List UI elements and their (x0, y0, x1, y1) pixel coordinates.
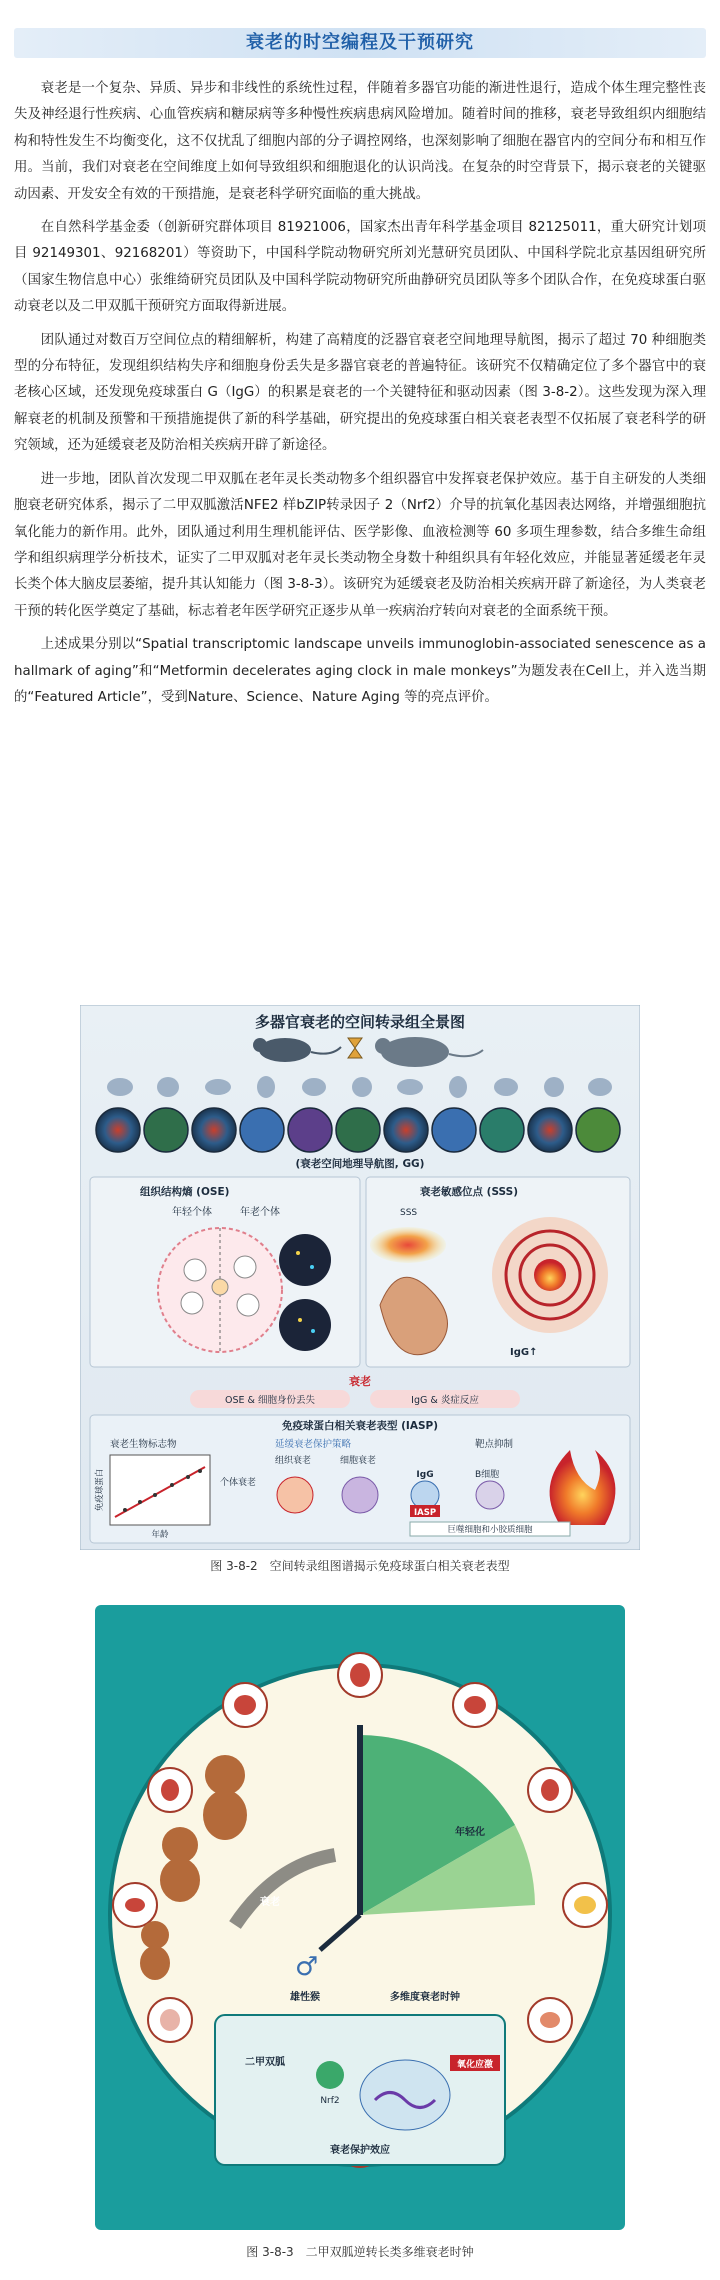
fig1-right-pill: IgG & 炎症反应 (411, 1395, 479, 1406)
fig1-title: 多器官衰老的空间转录组全景图 (254, 1013, 466, 1031)
spatial-map-circles (96, 1108, 620, 1152)
fig1-sss-title: 衰老敏感位点 (SSS) (420, 1186, 518, 1198)
fig1-igg-axis: 免疫球蛋白 (95, 1468, 105, 1512)
fig1-tissue-aging: 组织衰老 (275, 1456, 312, 1466)
paragraph-4: 进一步地，团队首次发现二甲双胍在老年灵长类动物多个组织器官中发挥衰老保护效应。基于自主研发的人类细胞衰老研究体系，揭示了二甲双胍激活NFE2 样bZIP转录因子 2（Nrf2）介导的抗氧化基因表达网络，并增强细胞抗氧化能力的新作用。此外，团队通过利用生理机能评估、医学影像、血液检测等 60 多项生理参数，结合多维生命组学和组织病理学分析技术，证实了二甲双胍对老年灵长类动物全身数十种组织具有年轻化效应，并能显著延缓老年灵长类个体大脑皮层萎缩，提升其认知能力（图 3-8-3）。该研究为延缓衰老及防治相关疾病开辟了新途径，为人类衰老干预的转化医学奠定了基础，标志着老年医学研究正逐步从单一疾病治疗转向对衰老的全面系统干预。 (14, 471, 706, 619)
article-title: 衰老的时空编程及干预研究 (246, 32, 474, 53)
biomarker-plot (110, 1455, 210, 1525)
fig1-macrophage: 巨噬细胞和小胶质细胞 (447, 1525, 533, 1535)
title-banner (14, 28, 706, 58)
figure-3-8-2 (80, 1005, 640, 1550)
fig1-aging-label: 衰老 (349, 1375, 371, 1388)
fig1-igg-up: IgG↑ (510, 1347, 538, 1358)
fig2-aging-label: 衰老 (260, 1897, 280, 1908)
fig2-ox-label: 氧化应激 (456, 2060, 494, 2070)
fig1-cell-aging: 细胞衰老 (340, 1456, 377, 1466)
fig1-age-axis: 年龄 (151, 1530, 169, 1540)
fig1-igg: IgG (416, 1470, 434, 1480)
fig1-individual-aging: 个体衰老 (220, 1478, 257, 1488)
figure-3-8-3 (95, 1605, 625, 2230)
male-symbol-icon: ♂ (295, 1952, 319, 1982)
paragraph-2: 在自然科学基金委（创新研究群体项目 81921006，国家杰出青年科学基金项目 82125011，重大研究计划项目 92149301、92168201）等资助下，中国科学院动物研究所刘光慧研究员团队、中国科学院北京基因组研究所（国家生物信息中心）张维绮研究员团队及中国科学院动物研究所曲静研究员团队等多个团队合作，在免疫球蛋白驱动衰老以及二甲双胍干预研究方面取得新进展。 (14, 220, 706, 315)
paragraph-5: 上述成果分别以“Spatial transcriptomic landscape unveils immunoglobin-associated senescence as a hallmark of aging”和“Metformin decelerates aging clock in male monkeys”为题发表在Cell上，并入选当期的“Featured Article”，受到Nature、Science、Nature Aging 等的亮点评价。 (14, 637, 706, 705)
fig2-metformin: 二甲双胍 (245, 2057, 285, 2068)
article-body (14, 76, 706, 718)
fig2-clock-label: 多维度衰老时钟 (390, 1992, 460, 2003)
fig1-b-cell: B细胞 (475, 1470, 500, 1480)
fig1-sss-tag: SSS (400, 1208, 418, 1218)
fig1-strategy: 延缓衰老保护策略 (275, 1439, 352, 1450)
fig2-nrf2: Nrf2 (320, 2096, 340, 2106)
fig1-iasp-tag: IASP (413, 1508, 437, 1518)
fig1-map-label: (衰老空间地理导航图, GG) (295, 1158, 425, 1170)
fig1-target: 靶点抑制 (475, 1439, 514, 1450)
fig2-male-label: 雄性猴 (290, 1992, 320, 2003)
paragraph-3: 团队通过对数百万空间位点的精细解析，构建了高精度的泛器官衰老空间地理导航图，揭示了超过 70 种细胞类型的分布特征，发现组织结构失序和细胞身份丢失是多器官衰老的普遍特征。该研究不仅精确定位了多个器官中的衰老核心区域，还发现免疫球蛋白 G（IgG）的积累是衰老的一个关键特征和驱动因素（图 3-8-2）。这些发现为深入理解衰老的机制及预警和干预措施提供了新的科学基础，研究提出的免疫球蛋白相关衰老表型不仅拓展了衰老科学的研究领域，还为延缓衰老及防治相关疾病开辟了新途径。 (14, 332, 706, 454)
fig2-youth-label: 年轻化 (455, 1827, 485, 1838)
fig1-old-label: 年老个体 (240, 1207, 280, 1218)
figure-3-8-3-caption: 图 3-8-3 二甲双胍逆转长类多维衰老时钟 (246, 2245, 474, 2259)
fig1-biomarker: 衰老生物标志物 (110, 1439, 177, 1450)
fig1-iasp-title: 免疫球蛋白相关衰老表型 (IASP) (281, 1420, 439, 1432)
fig1-left-pill: OSE & 细胞身份丢失 (225, 1395, 315, 1406)
figure-3-8-2-caption: 图 3-8-2 空间转录组图谱揭示免疫球蛋白相关衰老表型 (210, 1559, 510, 1573)
fig2-protect-label: 衰老保护效应 (330, 2145, 390, 2156)
fig1-ose-title: 组织结构熵 (OSE) (140, 1186, 230, 1198)
paragraph-1: 衰老是一个复杂、异质、异步和非线性的系统性过程，伴随着多器官功能的渐进性退行，造成个体生理完整性丧失及神经退行性疾病、心血管疾病和糖尿病等多种慢性疾病患病风险增加。随着时间的推移，衰老导致组织内细胞结构和特性发生不均衡变化，这不仅扰乱了细胞内部的分子调控网络，也深刻影响了细胞在器官内的空间分布和相互作用。当前，我们对衰老在空间维度上如何导致组织和细胞退化的认识尚浅。在复杂的时空背景下，揭示衰老的关键驱动因素、开发安全有效的干预措施，是衰老科学研究面临的重大挑战。 (14, 81, 706, 202)
fig1-young-label: 年轻个体 (172, 1207, 212, 1218)
